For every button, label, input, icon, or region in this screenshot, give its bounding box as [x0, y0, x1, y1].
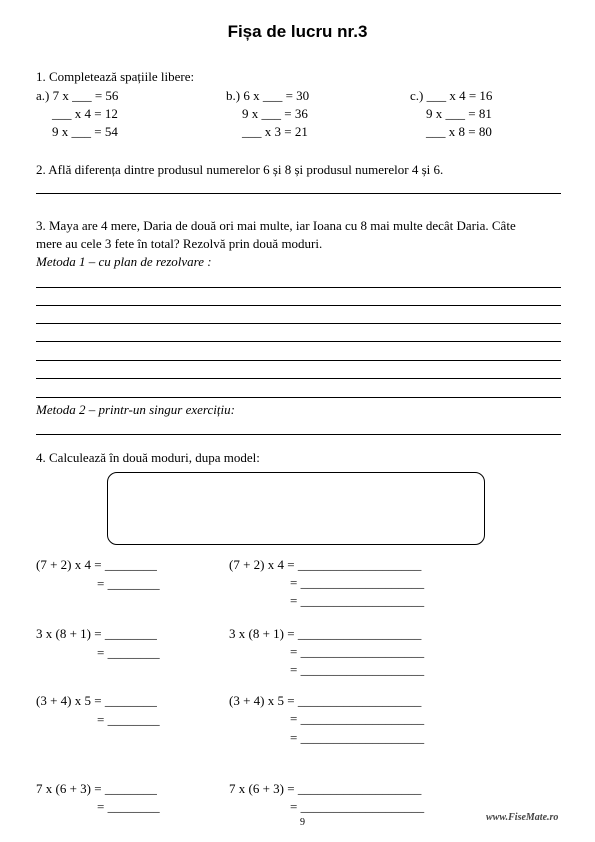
answer-line [36, 305, 561, 306]
site-watermark: www.FiseMate.ro [486, 812, 559, 823]
ex4-right-eq: = ___________________ [290, 644, 425, 659]
answer-line [36, 323, 561, 324]
ex3-method1-label: Metoda 1 – cu plan de rezolvare : [36, 254, 212, 269]
model-box [107, 472, 485, 545]
ex4-left-eq: = ________ [97, 799, 160, 814]
answer-line [36, 193, 561, 194]
ex4-left-expr: 7 x (6 + 3) = ________ [36, 781, 157, 796]
ex1-b-item: 9 x ___ = 36 [242, 106, 308, 121]
ex4-right-expr: 7 x (6 + 3) = ___________________ [229, 781, 422, 796]
ex4-left-eq: = ________ [97, 576, 160, 591]
ex3-method2-label: Metoda 2 – printr-un singur exercițiu: [36, 402, 235, 417]
ex4-left-expr: (7 + 2) x 4 = ________ [36, 557, 157, 572]
ex2-text: 2. Află diferența dintre produsul numerelor 6 și 8 și produsul numerelor 4 și 6. [36, 162, 444, 177]
ex3-text-line1: 3. Maya are 4 mere, Daria de două ori mai multe, iar Ioana cu 8 mai multe decât Daria. Câte [36, 218, 516, 233]
ex4-right-expr: (3 + 4) x 5 = ___________________ [229, 693, 422, 708]
ex4-right-eq: = ___________________ [290, 575, 425, 590]
ex1-a-item: ___ x 4 = 12 [52, 106, 118, 121]
ex1-b-item: b.) 6 x ___ = 30 [226, 88, 310, 103]
ex1-a-item: a.) 7 x ___ = 56 [36, 88, 119, 103]
page-number: 9 [300, 817, 305, 828]
ex4-right-eq: = ___________________ [290, 799, 425, 814]
ex1-c-item: 9 x ___ = 81 [426, 106, 492, 121]
page-title: Fișa de lucru nr.3 [227, 22, 368, 41]
ex4-left-eq: = ________ [97, 645, 160, 660]
ex4-right-eq: = ___________________ [290, 711, 425, 726]
ex1-c-item: ___ x 8 = 80 [426, 124, 492, 139]
ex4-right-eq: = ___________________ [290, 662, 425, 677]
answer-line [36, 397, 561, 398]
ex4-right-eq: = ___________________ [290, 593, 425, 608]
answer-line [36, 434, 561, 435]
answer-line [36, 360, 561, 361]
answer-line [36, 287, 561, 288]
ex4-right-expr: (7 + 2) x 4 = ___________________ [229, 557, 422, 572]
ex1-heading: 1. Completează spațiile libere: [36, 69, 195, 84]
ex4-left-eq: = ________ [97, 712, 160, 727]
ex4-heading: 4. Calculează în două moduri, dupa model: [36, 450, 260, 465]
ex4-right-eq: = ___________________ [290, 730, 425, 745]
ex1-a-item: 9 x ___ = 54 [52, 124, 118, 139]
answer-line [36, 378, 561, 379]
answer-line [36, 341, 561, 342]
ex4-left-expr: 3 x (8 + 1) = ________ [36, 626, 157, 641]
ex3-text-line2: mere au cele 3 fete în total? Rezolvă prin două moduri. [36, 236, 323, 251]
ex4-right-expr: 3 x (8 + 1) = ___________________ [229, 626, 422, 641]
ex1-b-item: ___ x 3 = 21 [242, 124, 308, 139]
ex4-left-expr: (3 + 4) x 5 = ________ [36, 693, 157, 708]
ex1-c-item: c.) ___ x 4 = 16 [410, 88, 493, 103]
